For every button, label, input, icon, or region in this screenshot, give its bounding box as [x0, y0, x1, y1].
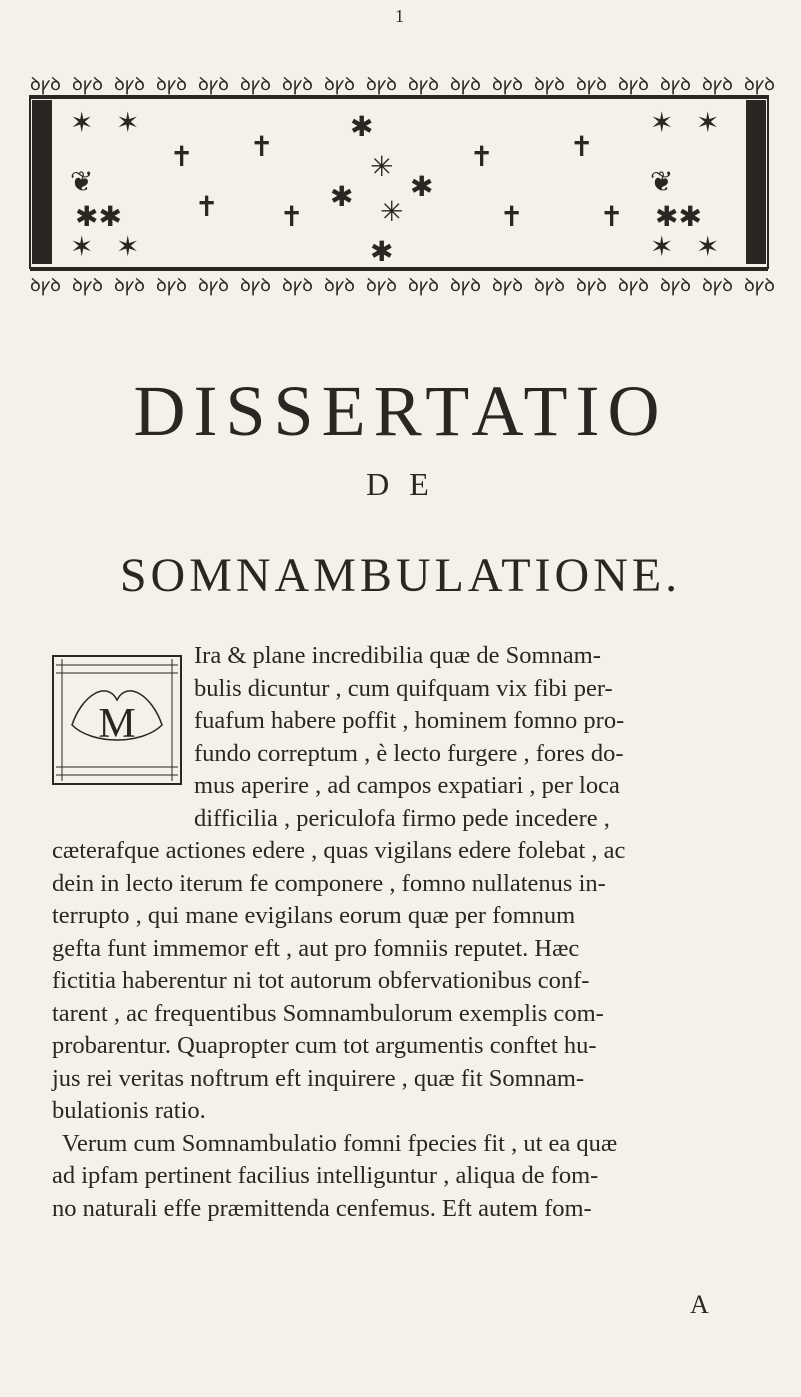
- svg-text:ꝺꝩꝺ: ꝺꝩꝺ: [450, 275, 481, 296]
- svg-text:✱✱: ✱✱: [75, 200, 122, 233]
- svg-text:ꝺꝩꝺ: ꝺꝩꝺ: [198, 275, 229, 296]
- svg-text:✝: ✝: [195, 190, 219, 223]
- svg-text:ꝺꝩꝺ: ꝺꝩꝺ: [408, 275, 439, 296]
- svg-text:✶: ✶: [70, 230, 94, 263]
- text-line: bulationis ratio.: [52, 1097, 206, 1124]
- svg-text:✶: ✶: [696, 106, 720, 139]
- subtitle-de: D E: [366, 466, 435, 502]
- decorative-headpiece: [30, 96, 768, 268]
- svg-text:✱: ✱: [350, 110, 374, 143]
- svg-text:ꝺꝩꝺ: ꝺꝩꝺ: [492, 275, 523, 296]
- svg-text:✶: ✶: [696, 230, 720, 263]
- svg-text:❦: ❦: [70, 165, 94, 198]
- svg-text:ꝺꝩꝺ: ꝺꝩꝺ: [30, 74, 61, 95]
- svg-text:ꝺꝩꝺ: ꝺꝩꝺ: [282, 74, 313, 95]
- svg-text:ꝺꝩꝺ: ꝺꝩꝺ: [240, 275, 271, 296]
- svg-text:ꝺꝩꝺ: ꝺꝩꝺ: [534, 275, 565, 296]
- text-line: terrupto , qui mane evigilans eorum quæ per fomnum: [52, 902, 576, 929]
- text-line: cæterafque actiones edere , quas vigilans edere folebat , ac: [52, 837, 626, 864]
- text-line: difficilia , periculofa firmo pede incedere ,: [194, 804, 610, 832]
- text-line: tarent , ac frequentibus Somnambulorum exemplis com-: [52, 999, 604, 1027]
- svg-text:✝: ✝: [500, 200, 524, 233]
- svg-text:✱: ✱: [370, 235, 394, 268]
- svg-text:ꝺꝩꝺ: ꝺꝩꝺ: [618, 74, 649, 95]
- svg-text:ꝺꝩꝺ: ꝺꝩꝺ: [492, 74, 523, 95]
- svg-text:ꝺꝩꝺ: ꝺꝩꝺ: [618, 275, 649, 296]
- svg-text:✝: ✝: [250, 130, 274, 163]
- svg-text:ꝺꝩꝺ: ꝺꝩꝺ: [240, 74, 271, 95]
- svg-text:✝: ✝: [470, 140, 494, 173]
- svg-text:ꝺꝩꝺ: ꝺꝩꝺ: [324, 74, 355, 95]
- svg-text:ꝺꝩꝺ: ꝺꝩꝺ: [576, 74, 607, 95]
- text-line: probarentur. Quapropter cum tot argumentis conftet hu-: [52, 1032, 597, 1059]
- svg-text:✱: ✱: [330, 180, 354, 213]
- svg-text:ꝺꝩꝺ: ꝺꝩꝺ: [114, 275, 145, 296]
- svg-text:✶: ✶: [116, 106, 140, 139]
- text-line: no naturali effe præmittenda cenfemus. Eft autem fom-: [52, 1194, 592, 1222]
- text-line: mus aperire , ad campos expatiari , per loca: [194, 772, 620, 799]
- svg-text:✱✱: ✱✱: [655, 200, 702, 233]
- text-line: gefta funt immemor eft , aut pro fomniis reputet. Hæc: [52, 934, 580, 962]
- svg-text:ꝺꝩꝺ: ꝺꝩꝺ: [660, 74, 691, 95]
- ornament-band-bottom: [30, 268, 775, 297]
- text-line: Verum cum Somnambulatio fomni fpecies fit , ut ea quæ: [62, 1129, 618, 1157]
- svg-text:ꝺꝩꝺ: ꝺꝩꝺ: [366, 74, 397, 95]
- svg-text:ꝺꝩꝺ: ꝺꝩꝺ: [282, 275, 313, 296]
- svg-text:✳: ✳: [380, 195, 404, 228]
- svg-text:ꝺꝩꝺ: ꝺꝩꝺ: [450, 74, 481, 95]
- svg-text:✶: ✶: [116, 230, 140, 263]
- text-line: fuafum habere poffit , hominem fomno pro-: [194, 707, 625, 734]
- text-line: Ira & plane incredibilia quæ de Somnam-: [194, 642, 601, 669]
- svg-text:✶: ✶: [650, 106, 674, 139]
- svg-text:ꝺꝩꝺ: ꝺꝩꝺ: [576, 275, 607, 296]
- svg-text:ꝺꝩꝺ: ꝺꝩꝺ: [114, 74, 145, 95]
- catchword: A: [690, 1290, 709, 1319]
- text-line: dein in lecto iterum fe componere , fomno nullatenus in-: [52, 869, 606, 897]
- text-line: ad ipfam pertinent facilius intelliguntur , aliqua de fom-: [52, 1162, 599, 1189]
- text-line: bulis dicuntur , cum quifquam vix fibi per-: [194, 674, 613, 702]
- svg-text:✱: ✱: [410, 170, 434, 203]
- svg-text:✝: ✝: [170, 140, 194, 173]
- svg-text:✶: ✶: [70, 106, 94, 139]
- svg-text:✝: ✝: [280, 200, 304, 233]
- title: DISSERTATIO: [133, 371, 668, 452]
- svg-text:✶: ✶: [650, 230, 674, 263]
- subtitle: SOMNAMBULATIONE.: [119, 549, 682, 602]
- ornament-band-top: [30, 70, 775, 99]
- body-text: [52, 640, 767, 1225]
- text-line: jus rei veritas noftrum eft inquirere , quæ fit Somnam-: [52, 1064, 585, 1092]
- svg-text:✳: ✳: [370, 150, 394, 183]
- svg-text:❦: ❦: [650, 165, 674, 198]
- initial-letter: M: [98, 701, 136, 747]
- svg-text:ꝺꝩꝺ: ꝺꝩꝺ: [72, 275, 103, 296]
- svg-text:✝: ✝: [570, 130, 594, 163]
- svg-text:ꝺꝩꝺ: ꝺꝩꝺ: [324, 275, 355, 296]
- svg-text:ꝺꝩꝺ: ꝺꝩꝺ: [366, 275, 397, 296]
- svg-text:ꝺꝩꝺ: ꝺꝩꝺ: [72, 74, 103, 95]
- text-line: fictitia haberentur ni tot autorum obfervationibus conf-: [52, 967, 590, 994]
- svg-text:ꝺꝩꝺ: ꝺꝩꝺ: [408, 74, 439, 95]
- svg-text:ꝺꝩꝺ: ꝺꝩꝺ: [156, 74, 187, 95]
- svg-text:ꝺꝩꝺ: ꝺꝩꝺ: [744, 74, 775, 95]
- svg-text:ꝺꝩꝺ: ꝺꝩꝺ: [660, 275, 691, 296]
- svg-text:ꝺꝩꝺ: ꝺꝩꝺ: [702, 74, 733, 95]
- svg-text:ꝺꝩꝺ: ꝺꝩꝺ: [744, 275, 775, 296]
- svg-text:✝: ✝: [600, 200, 624, 233]
- svg-text:ꝺꝩꝺ: ꝺꝩꝺ: [702, 275, 733, 296]
- text-line: fundo correptum , è lecto furgere , fores do-: [194, 739, 624, 767]
- svg-text:ꝺꝩꝺ: ꝺꝩꝺ: [198, 74, 229, 95]
- svg-text:ꝺꝩꝺ: ꝺꝩꝺ: [534, 74, 565, 95]
- page-number: 1: [395, 6, 404, 26]
- svg-text:ꝺꝩꝺ: ꝺꝩꝺ: [156, 275, 187, 296]
- svg-text:ꝺꝩꝺ: ꝺꝩꝺ: [30, 275, 61, 296]
